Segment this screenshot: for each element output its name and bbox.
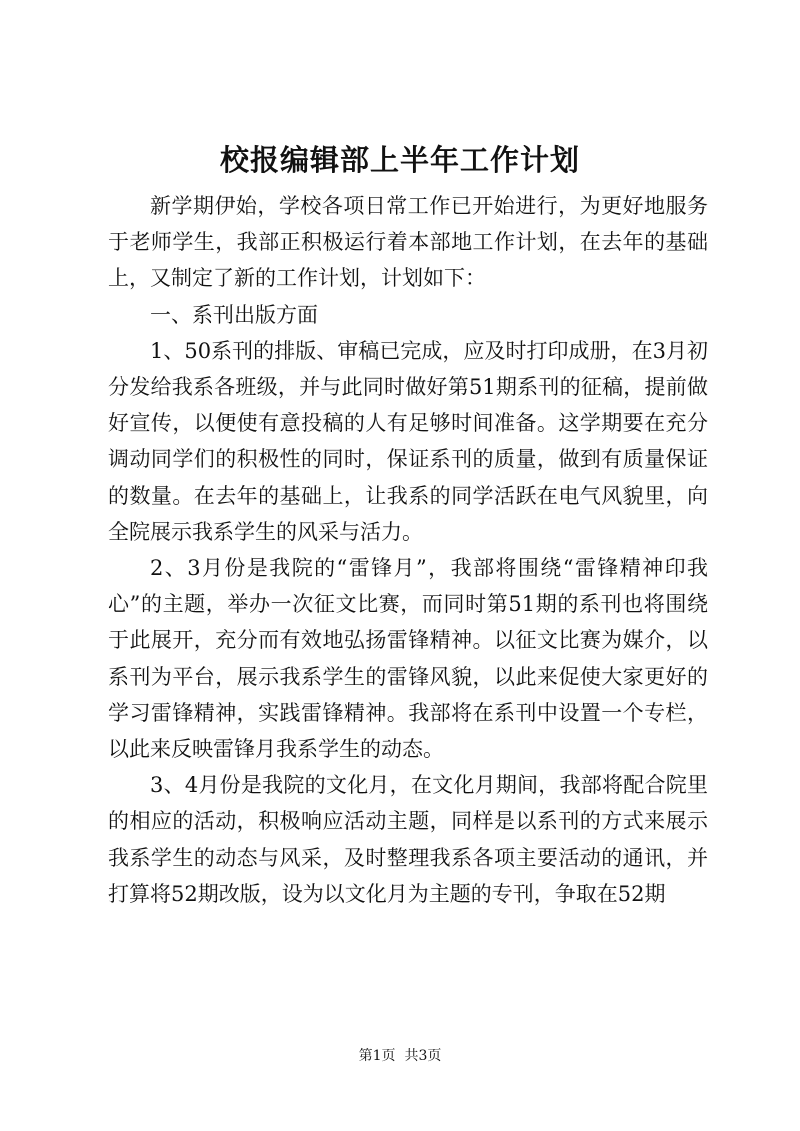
item-paragraph-2: 2、3月份是我院的“雷锋月”，我部将围绕“雷锋精神印我心”的主题，举办一次征文比赛，而同时第51期的系刊也将围绕于此展开，充分而有效地弘扬雷锋精神。以征文比赛为媒介，以系刊为平台，展示我系学生的雷锋风貌，以此来促使大家更好的学习雷锋精神，实践雷锋精神。我部将在系刊中设置一个专栏，以此来反映雷锋月我系学生的动态。 [108, 556, 708, 762]
item-paragraph-1: 1、50系刊的排版、审稿已完成，应及时打印成册，在3月初分发给我系各班级，并与此同时做好第51期系刊的征稿，提前做好宣传，以便使有意投稿的人有足够时间准备。这学期要在充分调动同学们的积极性的同时，保证系刊的质量，做到有质量保证的数量。在去年的基础上，让我系的同学活跃在电气风貌里，向全院展示我系学生的风采与活力。 [108, 338, 708, 544]
section-heading: 一、系刊出版方面 [150, 302, 318, 327]
item-paragraph-3: 3、4月份是我院的文化月，在文化月期间，我部将配合院里的相应的活动，积极响应活动主题，同样是以系刊的方式来展示我系学生的动态与风采，及时整理我系各项主要活动的通讯，并打算将52期改版，设为以文化月为主题的专刊，争取在52期 [108, 773, 708, 906]
document-title: 校报编辑部上半年工作计划 [219, 143, 580, 177]
intro-paragraph: 新学期伊始，学校各项日常工作已开始进行，为更好地服务于老师学生，我部正积极运行着本部地工作计划，在去年的基础上，又制定了新的工作计划，计划如下： [108, 194, 708, 291]
page-number-label: 第1页 共3页 [358, 1048, 442, 1064]
document-body [108, 188, 708, 912]
page-footer [0, 1046, 800, 1066]
